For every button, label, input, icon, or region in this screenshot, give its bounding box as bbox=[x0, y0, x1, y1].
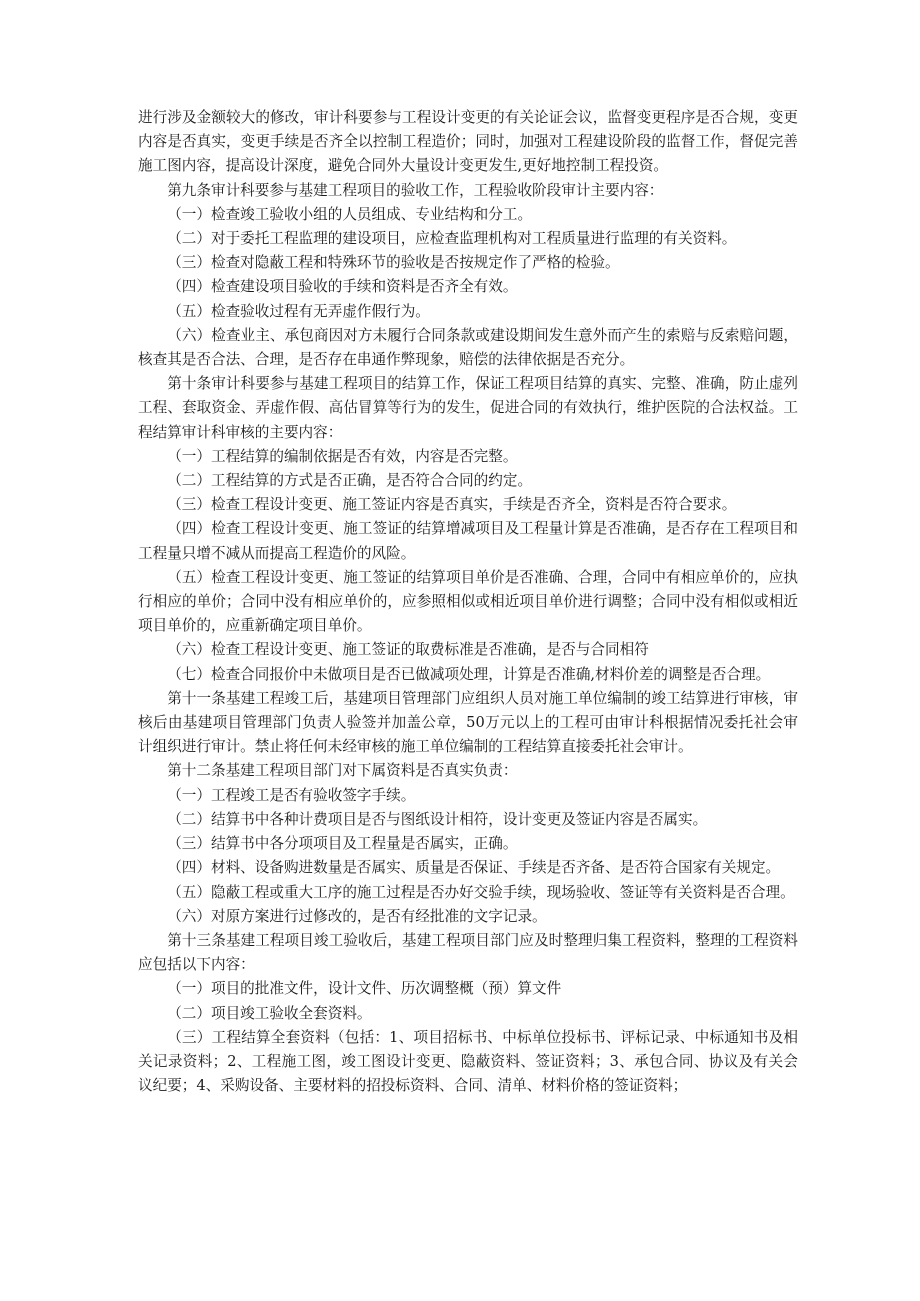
article-10-item-6: （六）检查工程设计变更、施工签证的取费标准是否准确，是否与合同相符 bbox=[167, 641, 649, 659]
document-body bbox=[138, 106, 798, 1098]
article-9-item-3: （三）检查对隐蔽工程和特殊环节的验收是否按规定作了严格的检验。 bbox=[167, 254, 620, 272]
article-13-heading: 第十三条基建工程项目竣工验收后，基建工程项目部门应及时整理归集工程资料，整理的工程资料应包括以下内容： bbox=[138, 931, 798, 974]
article-9-item-1: （一）检查竣工验收小组的人员组成、专业结构和分工。 bbox=[167, 205, 533, 223]
article-10-item-2: （二）工程结算的方式是否正确，是否符合合同的约定。 bbox=[167, 472, 533, 490]
article-13-item-1: （一）项目的批准文件，设计文件、历次调整概（预）算文件 bbox=[167, 980, 562, 998]
article-12-item-4: （四）材料、设备购进数量是否属实、质量是否保证、手续是否齐备、是否符合国家有关规定。 bbox=[167, 859, 781, 877]
article-13-item-2: （二）项目竣工验收全套资料。 bbox=[167, 1004, 372, 1022]
paragraph-continuation: 进行涉及金额较大的修改，审计科要参与工程设计变更的有关论证会议，监督变更程序是否合规，变更内容是否真实，变更手续是否齐全以控制工程造价；同时，加强对工程建设阶段的监督工作，督促完善施工图内容，提高设计深度，避免合同外大量设计变更发生,更好地控制工程投资。 bbox=[138, 109, 798, 175]
article-9-heading: 第九条审计科要参与基建工程项目的验收工作，工程验收阶段审计主要内容： bbox=[167, 181, 664, 199]
article-12-item-6: （六）对原方案进行过修改的，是否有经批准的文字记录。 bbox=[167, 907, 547, 925]
article-13-item-3: （三）工程结算全套资料（包括：1、项目招标书、中标单位投标书、评标记录、中标通知书及相关记录资料；2、工程施工图，竣工图设计变更、隐蔽资料、签证资料；3、承包合同、协议及有关会议纪要；4、采购设备、主要材料的招投标资料、合同、清单、材料价格的签证资料； bbox=[138, 1028, 798, 1095]
article-12-item-1: （一）工程竣工是否有验收签字手续。 bbox=[167, 786, 416, 804]
article-10-item-4: （四）检查工程设计变更、施工签证的结算增减项目及工程量计算是否准确，是否存在工程项目和工程量只增不减从而提高工程造价的风险。 bbox=[138, 520, 798, 562]
article-10-item-7: （七）检查合同报价中未做项目是否已做减项处理，计算是否准确,材料价差的调整是否合理。 bbox=[167, 665, 771, 683]
article-9-item-6: （六）检查业主、承包商因对方未履行合同条款或建设期间发生意外而产生的索赔与反索赔问题，核查其是否合法、合理，是否存在串通作弊现象，赔偿的法律依据是否充分。 bbox=[138, 326, 798, 369]
article-12-item-2: （二）结算书中各种计费项目是否与图纸设计相符，设计变更及签证内容是否属实。 bbox=[167, 810, 708, 828]
article-9-item-4: （四）检查建设项目验收的手续和资料是否齐全有效。 bbox=[167, 278, 518, 296]
article-10-item-1: （一）工程结算的编制依据是否有效，内容是否完整。 bbox=[167, 447, 518, 465]
article-11: 第十一条基建工程竣工后，基建项目管理部门应组织人员对施工单位编制的竣工结算进行审核，审核后由基建项目管理部门负责人验签并加盖公章，50万元以上的工程可由审计科根据情况委托社会审计组织进行审计。禁止将任何未经审核的施工单位编制的工程结算直接委托社会审计。 bbox=[138, 689, 798, 756]
article-12-item-5: （五）隐蔽工程或重大工序的施工过程是否办好交验手续，现场验收、签证等有关资料是否合理。 bbox=[167, 883, 795, 901]
article-10-heading: 第十条审计科要参与基建工程项目的结算工作，保证工程项目结算的真实、完整、准确，防止虚列工程、套取资金、弄虚作假、高估冒算等行为的发生，促进合同的有效执行，维护医院的合法权益。工程结算审计科审核的主要内容： bbox=[138, 375, 798, 441]
article-9-item-5: （五）检查验收过程有无弄虚作假行为。 bbox=[167, 302, 430, 320]
article-10-item-3: （三）检查工程设计变更、施工签证内容是否真实，手续是否齐全，资料是否符合要求。 bbox=[167, 496, 737, 514]
article-12-item-3: （三）结算书中各分项项目及工程量是否属实，正确。 bbox=[167, 835, 518, 853]
article-9-item-2: （二）对于委托工程监理的建设项目，应检查监理机构对工程质量进行监理的有关资料。 bbox=[167, 230, 737, 248]
article-12-heading: 第十二条基建工程项目部门对下属资料是否真实负责： bbox=[167, 762, 518, 780]
article-10-item-5: （五）检查工程设计变更、施工签证的结算项目单价是否准确、合理，合同中有相应单价的，应执行相应的单价；合同中没有相应单价的，应参照相似或相近项目单价进行调整；合同中没有相似或相近项目单价的，应重新确定项目单价。 bbox=[138, 568, 798, 635]
